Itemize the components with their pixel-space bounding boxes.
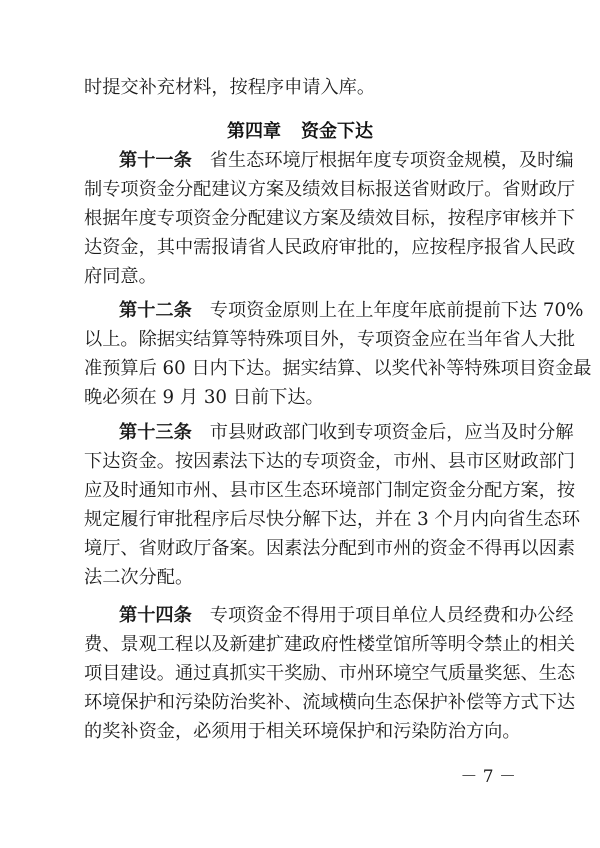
article-13-label: 第十三条 xyxy=(119,422,192,443)
chapter-heading xyxy=(0,120,600,144)
article-11-line-4: 达资金，其中需报请省人民政府审批的，应按程序报省人民政 xyxy=(84,237,576,258)
article-12-label: 第十二条 xyxy=(119,300,192,321)
article-13-line-1: 市县财政部门收到专项资金后，应当及时分解 xyxy=(209,422,574,443)
article-13-line-5: 境厅、省财政厅备案。因素法分配到市州的资金不得再以因素 xyxy=(84,538,576,559)
article-12-first-line xyxy=(119,299,584,323)
article-14-first-line xyxy=(119,604,574,628)
article-11-line-2: 制专项资金分配建议方案及绩效目标报送省财政厅。省财政厅 xyxy=(84,179,576,200)
page-number: － 7 － xyxy=(460,767,516,787)
article-12-line-3: 准预算后 60 日内下达。据实结算、以奖代补等特殊项目资金最 xyxy=(84,358,592,379)
article-13-first-line xyxy=(119,421,574,445)
article-13-line-3: 应及时通知市州、县市区生态环境部门制定资金分配方案，按 xyxy=(84,480,576,501)
article-11-line-5: 府同意。 xyxy=(84,266,157,287)
article-11-label: 第十一条 xyxy=(119,150,192,171)
article-13-line-2: 下达资金。按因素法下达的专项资金，市州、县市区财政部门 xyxy=(84,451,576,472)
article-14-line-1: 专项资金不得用于项目单位人员经费和办公经 xyxy=(209,605,574,626)
article-12-line-4: 晚必须在 9 月 30 日前下达。 xyxy=(84,387,324,408)
article-13-line-6: 法二次分配。 xyxy=(84,567,194,588)
article-12-line-2: 以上。除据实结算等特殊项目外，专项资金应在当年省人大批 xyxy=(84,329,576,350)
article-14-line-4: 环境保护和污染防治奖补、流域横向生态保护补偿等方式下达 xyxy=(84,692,576,713)
chapter-title: 资金下达 xyxy=(301,121,373,142)
continuation-line: 时提交补充材料，按程序申请入库。 xyxy=(84,77,376,98)
article-11-line-1: 省生态环境厅根据年度专项资金规模，及时编 xyxy=(209,150,574,171)
article-12-line-1: 专项资金原则上在上年度年底前提前下达 70% xyxy=(209,300,584,321)
article-14-label: 第十四条 xyxy=(119,605,192,626)
article-14-line-3: 项目建设。通过真抓实干奖励、市州环境空气质量奖惩、生态 xyxy=(84,663,576,684)
article-13-line-4: 规定履行审批程序后尽快分解下达，并在 3 个月内向省生态环 xyxy=(84,509,581,530)
chapter-number: 第四章 xyxy=(227,121,281,142)
article-11-line-3: 根据年度专项资金分配建议方案及绩效目标，按程序审核并下 xyxy=(84,208,576,229)
article-14-line-2: 费、景观工程以及新建扩建政府性楼堂馆所等明令禁止的相关 xyxy=(84,634,576,655)
article-14-line-5: 的奖补资金，必须用于相关环境保护和污染防治方向。 xyxy=(84,721,521,742)
article-11-first-line xyxy=(119,149,574,173)
